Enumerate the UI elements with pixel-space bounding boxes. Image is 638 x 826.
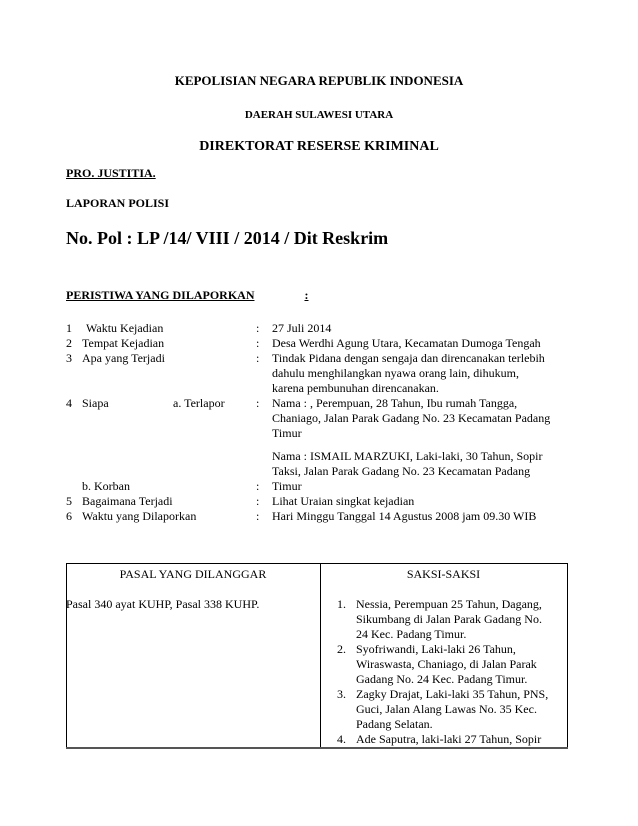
item-continuation xyxy=(0,381,638,396)
item-value: Chaniago, Jalan Parak Gadang No. 23 Kecamatan Padang xyxy=(272,411,551,425)
list-item-continuation xyxy=(0,612,638,627)
witness-line: Gadang No. 24 Kec. Padang Timur. xyxy=(356,672,528,686)
report-type: LAPORAN POLISI xyxy=(66,196,170,210)
item-number: 3 xyxy=(66,351,72,365)
item-colon: : xyxy=(256,336,260,350)
item-colon: : xyxy=(256,509,260,523)
item-row xyxy=(0,336,638,351)
witness-line: Syofriwandi, Laki-laki 26 Tahun, xyxy=(356,642,516,656)
agency-title: KEPOLISIAN NEGARA REPUBLIK INDONESIA xyxy=(174,73,464,88)
item-continuation xyxy=(0,411,638,426)
list-item-continuation xyxy=(0,717,638,732)
item-continuation xyxy=(0,426,638,441)
witness-line: Sikumbang di Jalan Parak Gadang No. xyxy=(356,612,542,626)
witness-line: Ade Saputra, laki-laki 27 Tahun, Sopir xyxy=(356,732,542,746)
item-value: Hari Minggu Tanggal 14 Agustus 2008 jam 09.30 WIB xyxy=(272,509,537,523)
item-colon: : xyxy=(256,351,260,365)
item-value: Timur xyxy=(272,479,302,493)
witnesses-header: SAKSI-SAKSI xyxy=(406,567,481,581)
item-value: Timur xyxy=(272,426,302,440)
item-label: b. Korban xyxy=(82,479,130,493)
section-title-colon: : xyxy=(304,288,309,302)
item-row xyxy=(0,351,638,366)
list-item-continuation xyxy=(0,702,638,717)
item-label: Siapa xyxy=(82,396,109,410)
region-title: DAERAH SULAWESI UTARA xyxy=(244,109,394,121)
item-value: dahulu menghilangkan nyawa orang lain, dihukum, xyxy=(272,366,519,380)
item-row xyxy=(0,321,638,336)
item-label: Tempat Kejadian xyxy=(82,336,165,350)
item-row xyxy=(0,396,638,411)
item-sublabel: a. Terlapor xyxy=(173,396,225,410)
list-item xyxy=(0,732,638,747)
witness-number: 1. xyxy=(337,597,346,611)
item-label: Waktu Kejadian xyxy=(86,321,164,335)
witness-line: Guci, Jalan Alang Lawas No. 35 Kec. xyxy=(356,702,537,716)
list-item-continuation xyxy=(0,627,638,642)
item-label: Bagaimana Terjadi xyxy=(82,494,173,508)
item-value: karena pembunuhan direncanakan. xyxy=(272,381,439,395)
list-item-continuation xyxy=(0,672,638,687)
item-value: Desa Werdhi Agung Utara, Kecamatan Dumoga Tengah xyxy=(272,336,541,350)
section-title-text: PERISTIWA YANG DILAPORKAN xyxy=(66,288,255,302)
witness-line: Padang Selatan. xyxy=(356,717,433,731)
item-number: 1 xyxy=(66,321,72,335)
witness-number: 3. xyxy=(337,687,346,701)
list-item xyxy=(0,597,638,612)
item-number: 6 xyxy=(66,509,72,523)
pro-justitia: PRO. JUSTITIA. xyxy=(66,166,156,180)
item-value: Lihat Uraian singkat kejadian xyxy=(272,494,415,508)
list-item xyxy=(0,687,638,702)
item-continuation xyxy=(0,449,638,464)
item-colon: : xyxy=(256,494,260,508)
witness-line: Zagky Drajat, Laki-laki 35 Tahun, PNS, xyxy=(356,687,549,701)
item-number: 2 xyxy=(66,336,72,350)
witness-line: Wiraswasta, Chaniago, di Jalan Parak xyxy=(356,657,537,671)
witness-line: 24 Kec. Padang Timur. xyxy=(356,627,467,641)
item-colon: : xyxy=(256,396,260,410)
section-title xyxy=(66,288,308,303)
directorate-title: DIREKTORAT RESERSE KRIMINAL xyxy=(199,139,439,154)
item-label: Apa yang Terjadi xyxy=(82,351,165,365)
item-number: 4 xyxy=(66,396,72,410)
report-number: No. Pol : LP /14/ VIII / 2014 / Dit Reskrim xyxy=(66,228,389,248)
item-continuation xyxy=(0,464,638,479)
item-colon: : xyxy=(256,321,260,335)
item-row xyxy=(0,479,638,494)
item-number: 5 xyxy=(66,494,72,508)
witness-line: Nessia, Perempuan 25 Tahun, Dagang, xyxy=(356,597,542,611)
item-row xyxy=(0,509,638,524)
laws-header: PASAL YANG DILANGGAR xyxy=(119,567,267,581)
item-colon: : xyxy=(256,479,260,493)
item-row xyxy=(0,494,638,509)
item-value: Tindak Pidana dengan sengaja dan direncanakan terlebih xyxy=(272,351,545,365)
list-item xyxy=(0,642,638,657)
item-value: Nama : , Perempuan, 28 Tahun, Ibu rumah Tangga, xyxy=(272,396,518,410)
item-value: Taksi, Jalan Parak Gadang No. 23 Kecamatan Padang xyxy=(272,464,531,478)
item-continuation xyxy=(0,366,638,381)
item-value: 27 Juli 2014 xyxy=(272,321,332,335)
laws-content: Pasal 340 ayat KUHP, Pasal 338 KUHP. xyxy=(66,597,260,611)
witness-number: 2. xyxy=(337,642,346,656)
table-bottom-border xyxy=(66,747,568,749)
witness-number: 4. xyxy=(337,732,346,746)
item-value: Nama : ISMAIL MARZUKI, Laki-laki, 30 Tahun, Sopir xyxy=(272,449,543,463)
item-label: Waktu yang Dilaporkan xyxy=(82,509,197,523)
list-item-continuation xyxy=(0,657,638,672)
